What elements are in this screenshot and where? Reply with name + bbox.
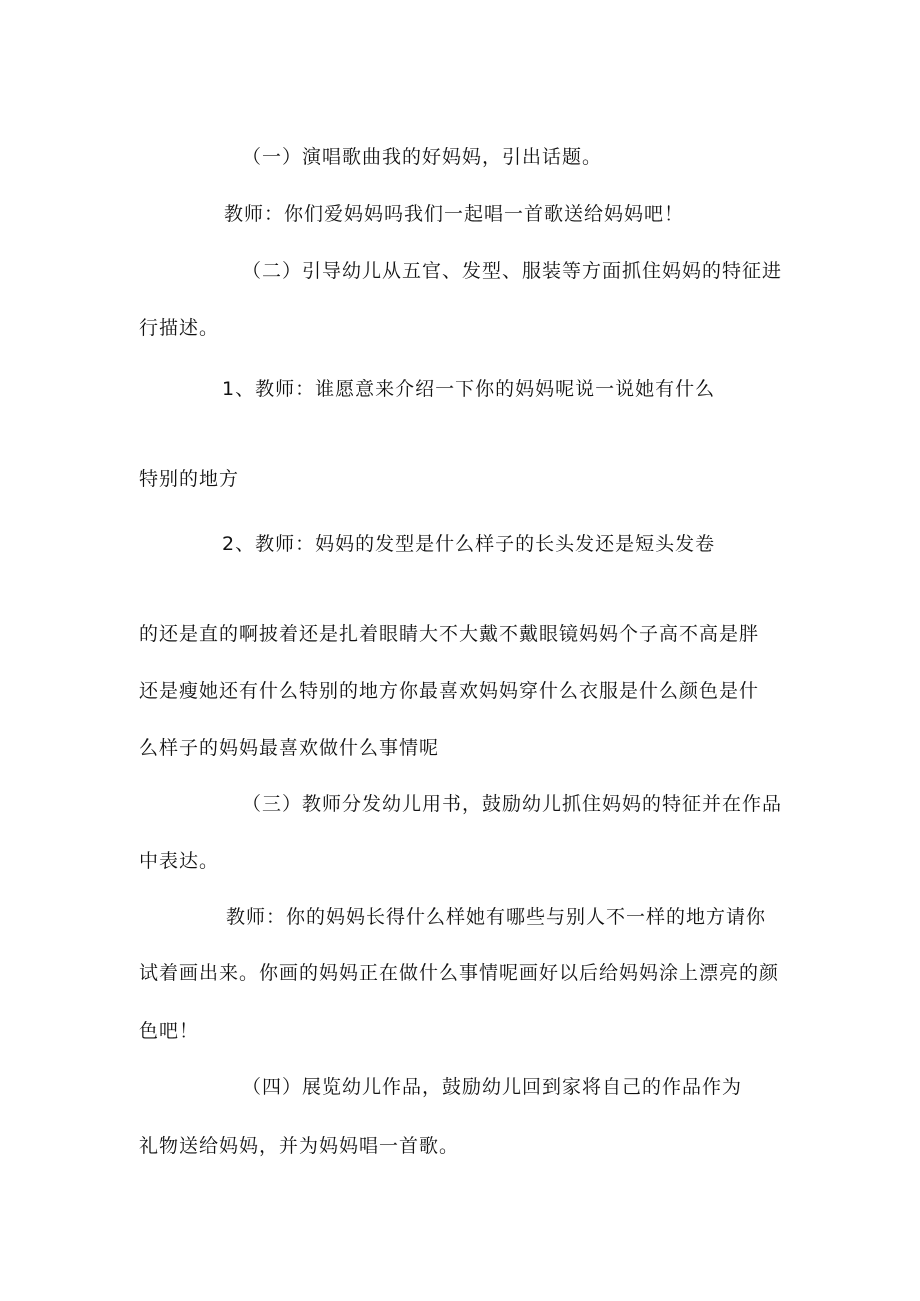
section-2-heading: （二）引导幼儿从五官、发型、服装等方面抓住妈妈的特征进 — [242, 260, 783, 282]
item-2-line-cont-3: 么样子的妈妈最喜欢做什么事情呢 — [139, 737, 440, 759]
section-3-heading: （三）教师分发幼儿用书，鼓励幼儿抓住妈妈的特征并在作品 — [242, 793, 783, 815]
section-3-teacher-cont-2: 色吧！ — [139, 1020, 200, 1042]
item-2-line-cont-2: 还是瘦她还有什么特别的地方你最喜欢妈妈穿什么衣服是什么颜色是什 — [139, 680, 760, 702]
section-1-heading: （一）演唱歌曲我的好妈妈，引出话题。 — [242, 146, 603, 168]
section-3-heading-cont: 中表达。 — [139, 850, 220, 872]
item-1-line: 1、教师：谁愿意来介绍一下你的妈妈呢说一说她有什么 — [222, 378, 716, 400]
section-4-heading-cont: 礼物送给妈妈，并为妈妈唱一首歌。 — [139, 1135, 460, 1157]
section-3-teacher-line: 教师：你的妈妈长得什么样她有哪些与别人不一样的地方请你 — [226, 906, 767, 928]
section-1-teacher-line: 教师：你们爱妈妈吗我们一起唱一首歌送给妈妈吧！ — [224, 203, 685, 225]
section-4-heading: （四）展览幼儿作品，鼓励幼儿回到家将自己的作品作为 — [242, 1076, 743, 1098]
section-2-heading-cont: 行描述。 — [139, 317, 220, 339]
item-1-line-cont: 特别的地方 — [139, 468, 240, 490]
item-2-line-cont-1: 的还是直的啊披着还是扎着眼睛大不大戴不戴眼镜妈妈个子高不高是胖 — [139, 623, 760, 645]
item-2-line: 2、教师：妈妈的发型是什么样子的长头发还是短头发卷 — [222, 533, 716, 555]
section-3-teacher-cont-1: 试着画出来。你画的妈妈正在做什么事情呢画好以后给妈妈涂上漂亮的颜 — [139, 962, 780, 984]
